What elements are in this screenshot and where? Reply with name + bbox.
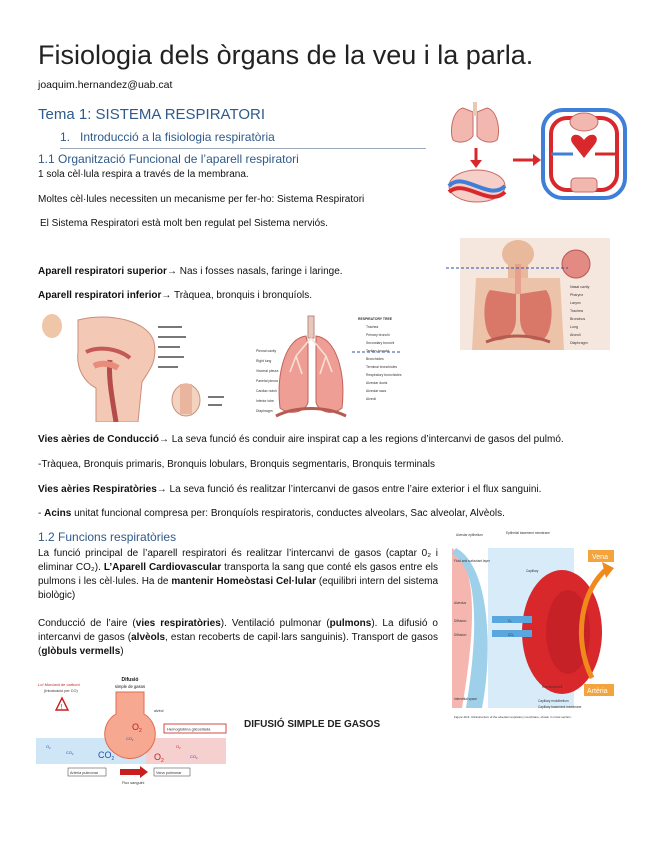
paragraph-main-function [38,547,438,603]
co2-molecule-small: $CO_2$ [66,750,74,756]
membrane-label: Capillary endothelium [538,699,569,703]
upper-tract-text: Nas i fosses nasals, faringe i laringe. [176,266,343,277]
paragraph-conduction [38,433,564,447]
lung-label: Diaphragm [256,409,273,413]
page-title: Fisiologia dels òrgans de la veu i la parla. [38,40,534,70]
main-function-text-c: transporta la sang que conté els gasos entre els pulmons i les cèl·lules. Ha de [38,562,438,587]
heart-circuit-icon [543,110,625,198]
arrow-glyph: → [156,484,167,495]
label-line [158,366,178,368]
o2-molecule-label: $O_2$ [132,722,142,734]
artery-label: Artèria pulmonar [70,771,99,775]
o2-molecule-small: $O_2$ [176,744,181,750]
torso-label: Larynx [570,301,581,305]
flow-label: Flux sanguini [122,781,145,785]
cardiovascular-term: L’Aparell Cardiovascular [103,562,222,573]
torso-label: Alveoli [570,333,581,337]
respiratory-label: Vies aèries Respiratòries [38,484,157,495]
lung-label: Visceral pleura [256,369,279,373]
stages-text-g: , estan recoberts de capil·lars sanguinis). Transport de gasos ( [38,632,438,657]
alveolus-label: alvèol [154,709,164,713]
diffusion-caption: DIFUSIÓ SIMPLE DE GASOS [244,719,381,730]
torso-label: Pharynx [570,293,584,297]
arrow-glyph: → [166,266,177,277]
co2-molecule-small: $CO_2$ [190,754,198,760]
label-line [208,404,222,406]
svg-text:!: ! [60,704,63,711]
lung-label: Right lung [256,359,272,363]
conduction-label: Vies aèries de Conducció [38,434,159,445]
subsection-heading [60,130,275,144]
membrane-label: Alveolar epithelium [456,533,483,537]
upper-tract-label: Aparell respiratori superior [38,266,167,277]
artery-label: Artèria [587,688,608,695]
membrane-label: Fluid and surfactant layer [454,559,490,563]
stages-text-e: ). La difusió o intercanvi de gasos ( [38,618,438,643]
stages-text-i: ) [120,646,124,657]
conduction-text: La seva funció és conduir aire inspirat cap a les regions d’intercanvi de gasos del pulmó. [168,434,564,445]
tree-title: RESPIRATORY TREE [358,317,392,321]
lung-label: Parietal pleura [256,379,278,383]
paragraph-stages [38,617,438,659]
label-line [158,356,184,358]
torso-label: Bronchus [570,317,586,321]
membrane-label: Interstitial space [454,697,478,701]
tree-label: Alveoli [366,397,376,401]
diffusion-figure [36,674,236,786]
head-sagittal-figure [38,312,228,422]
alveolar-membrane-figure [452,528,622,728]
torso-label: Nasal cavity [570,285,590,289]
paragraph-respiratory [38,483,541,497]
label-line [158,346,180,348]
section-1-2-heading: 1.2 Funcions respiratòries [38,530,177,544]
tree-label: Bronchioles [366,357,384,361]
tree-label: Primary bronchi [366,333,390,337]
author-email[interactable]: joaquim.hernandez@uab.cat [38,79,173,91]
paragraph-upper-tract [38,265,343,279]
subsection-number: 1. [60,130,71,144]
larynx-icon [172,384,200,416]
paragraph-lower-tract [38,289,312,303]
lungs-tree-figure [256,312,402,424]
label-line [158,336,186,338]
co2-molecule-small: $CO_2$ [126,736,134,742]
homeostasis-term: mantenir Homeòstasi Cel·lular [171,576,316,587]
subsection-title: Introducció a la fisiologia respiratòria [80,130,275,144]
tree-label: Tertiary bronchi [366,349,390,353]
label-line [158,326,182,328]
diffusion-top-label: Difusió [121,677,139,683]
membrane-label: Diffusion [454,633,467,637]
torso-label: Trachea [570,309,584,313]
tree-label: Respiratory bronchioles [366,373,402,377]
main-function-text-a: La funció principal de l’aparell respiratori és realitzar l’intercanvi de gasos (captar 0₂ i eliminar CO₂). [38,548,438,573]
stages-text-a: Conducció de l’aire ( [38,618,136,629]
paragraph-many-cells: Moltes cèl·lules necessiten un mecanisme per fer-ho: Sistema Respiratori [38,194,365,205]
tree-label: Trachea [366,325,379,329]
membrane-label: Alveolus [454,601,467,605]
alveoli-term: alvèols [131,632,166,643]
main-function-text-e: (equilibri intern del sistema biològic) [38,576,439,601]
acins-text: unitat funcional compresa per: Bronquíols respiratoris, conductes alveolars, Sac alveolar, Alvèols. [71,508,505,519]
paragraph-conduction-list: -Tràquea, Bronquis primaris, Bronquis lobulars, Bronquis segmentaris, Bronquis terminals [38,459,436,470]
tree-label: Alveolar sacs [366,389,387,393]
section-1-1-heading: 1.1 Organització Funcional de l’aparell respiratori [38,152,299,166]
torso-anatomy-figure [446,238,624,350]
hb-label: Hemoglobina glicosilada [167,726,211,732]
o2-molecule-small: $O_2$ [46,744,51,750]
vein-label: Vena [592,554,608,561]
red-cells-term: glòbuls vermells [41,646,121,657]
tree-label: Terminal bronchioles [366,365,398,369]
warning-text: Lo! Monòxid de carboni [38,682,80,687]
torso-label: Diaphragm [570,341,588,345]
membrane-label: Capillary [526,569,539,573]
paragraph-nervous-system: El Sistema Respiratori està molt ben regulat pel Sistema nerviós. [40,218,328,229]
stages-text-c: ). Ventilació pulmonar ( [220,618,330,629]
tema-heading: Tema 1: SISTEMA RESPIRATORI [38,106,266,123]
co2-molecule-label: $CO_2$ [98,750,115,762]
membrane-label: Epithelial basement membrane [506,531,550,535]
flow-arrow-icon [120,769,140,775]
lung-label: Cardiac notch [256,389,277,393]
lower-tract-label: Aparell respiratori inferior [38,290,162,301]
o2-molecule-label: $O_2$ [154,752,164,764]
tree-label: Secondary bronchi [366,341,395,345]
circulation-figure [443,100,635,208]
warning-subtext: (Intoxicació per CO) [44,689,78,693]
heading-divider [60,148,426,149]
label-line [208,396,224,398]
airways-term: vies respiratòries [135,618,221,629]
respiratory-text: La seva funció és realitzar l’intercanvi de gasos entre l’aire exterior i el flux sanguini. [166,484,542,495]
diffusion-top-sublabel: simple de gasos [114,684,146,689]
arrow-glyph: → [161,290,172,301]
acins-prefix: - [38,508,45,519]
lung-label: Inferior lobe [256,399,274,403]
tree-label: Alveolar ducts [366,381,388,385]
acins-label: Acins [44,508,72,519]
lung-label: Pleural cavity [256,349,277,353]
torso-label: Lung [570,325,578,329]
lower-tract-text: Tràquea, bronquis i bronquíols. [171,290,313,301]
paragraph-single-cell: 1 sola cèl·lula respira a través de la membrana. [38,169,249,180]
membrane-label: Red blood cell [542,685,563,689]
membrane-label: CO₂ [508,633,515,637]
figure-caption: Figure 40-9. Ultrastructure of the alveolar respiratory membrane, shown in cross section. [454,715,572,719]
arrow-glyph: → [158,434,169,445]
paragraph-acins [38,507,505,521]
vein-label: Vena pulmonar [156,771,182,775]
membrane-label: O₂ [508,619,512,623]
lungs-term: pulmons [329,618,372,629]
membrane-label: Capillary basement membrane [538,705,582,709]
alveolus-capillary-icon [449,170,505,202]
membrane-label: Diffusion [454,619,467,623]
